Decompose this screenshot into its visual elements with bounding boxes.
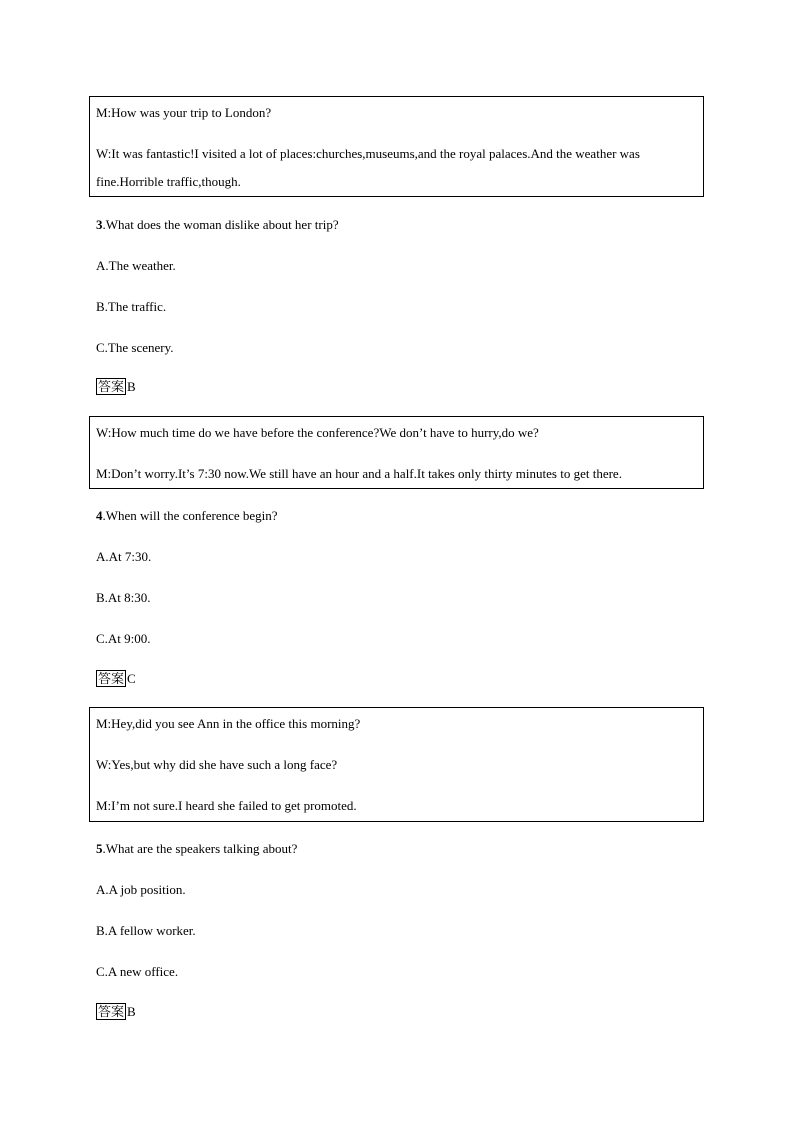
answer-5	[96, 1003, 136, 1020]
answer-letter: B	[127, 1003, 136, 1019]
answer-tag: 答案	[98, 379, 125, 394]
option-b: B.The traffic.	[96, 299, 167, 314]
transcript-line: M:Hey,did you see Ann in the office this morning?	[96, 716, 361, 731]
transcript-line: M:Don’t worry.It’s 7:30 now.We still have an hour and a half.It takes only thirty minutes to get there.	[96, 466, 622, 481]
answer-3	[96, 378, 136, 395]
transcript-box-3	[89, 707, 704, 822]
option-c: C.A new office.	[96, 964, 179, 979]
option-a: A.At 7:30.	[96, 549, 152, 564]
question-number: 3	[96, 217, 103, 232]
option-c: C.The scenery.	[96, 340, 174, 355]
answer-letter: B	[127, 378, 136, 394]
option-a: A.The weather.	[96, 258, 176, 273]
question-5	[96, 841, 297, 857]
question-text: .What does the woman dislike about her trip?	[102, 217, 339, 232]
option-c: C.At 9:00.	[96, 631, 151, 646]
option-b: B.A fellow worker.	[96, 923, 196, 938]
option-b: B.At 8:30.	[96, 590, 151, 605]
question-4	[96, 508, 278, 524]
question-text: .When will the conference begin?	[102, 508, 278, 523]
transcript-line: W:It was fantastic!I visited a lot of places:churches,museums,and the royal palaces.And the weather was	[96, 146, 640, 161]
transcript-box-1	[89, 96, 704, 197]
transcript-line: M:How was your trip to London?	[96, 105, 272, 120]
answer-letter: C	[127, 670, 136, 686]
transcript-line: W:Yes,but why did she have such a long face?	[96, 757, 338, 772]
question-text: .What are the speakers talking about?	[102, 841, 298, 856]
question-3	[96, 217, 339, 233]
transcript-line: fine.Horrible traffic,though.	[96, 174, 241, 189]
answer-tag: 答案	[98, 671, 125, 686]
transcript-box-2	[89, 416, 704, 489]
transcript-line: M:I’m not sure.I heard she failed to get promoted.	[96, 798, 357, 813]
option-a: A.A job position.	[96, 882, 186, 897]
question-number: 5	[96, 841, 103, 856]
question-number: 4	[96, 508, 103, 523]
answer-tag: 答案	[98, 1004, 125, 1019]
answer-4	[96, 670, 136, 687]
transcript-line: W:How much time do we have before the conference?We don’t have to hurry,do we?	[96, 425, 539, 440]
